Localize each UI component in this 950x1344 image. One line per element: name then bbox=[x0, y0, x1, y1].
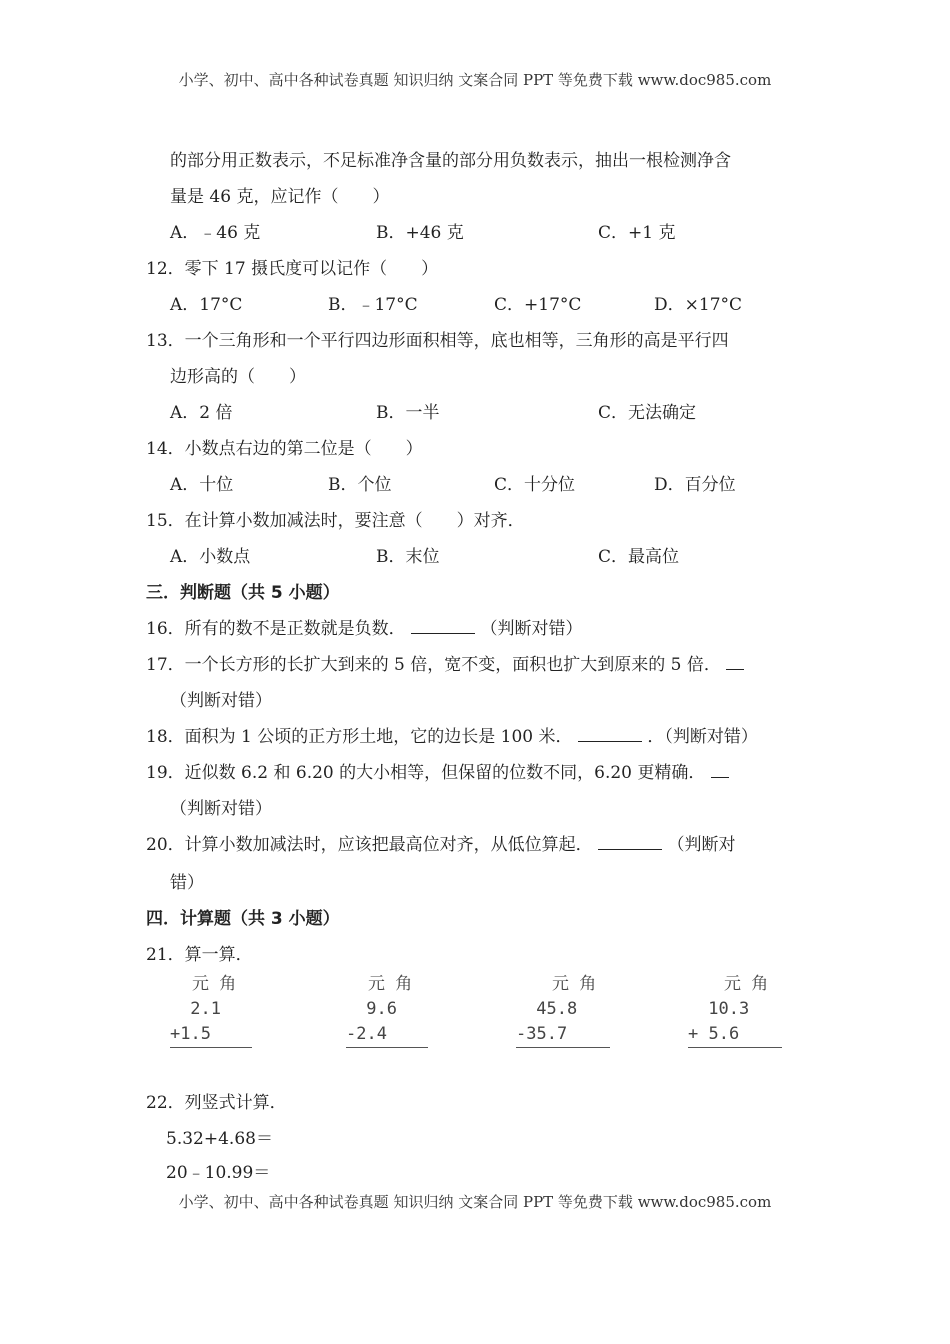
q12-option-a: A．17°C bbox=[170, 295, 243, 315]
q14-text: 14．小数点右边的第二位是（ ） bbox=[146, 439, 423, 459]
section-title-calculation: 四．计算题（共 3 小题） bbox=[146, 909, 340, 929]
q18-text: 18．面积为 1 公顷的正方形土地，它的边长是 100 米． bbox=[146, 727, 573, 747]
calc-bottom: + 5.6 bbox=[688, 1022, 782, 1048]
q15-text: 15．在计算小数加减法时，要注意（ ）对齐． bbox=[146, 511, 525, 531]
q17 bbox=[146, 650, 744, 675]
q11-option-a: A．﹣46 克 bbox=[170, 223, 261, 243]
q14-option-b: B．个位 bbox=[328, 475, 392, 495]
calc-top: 2.1 bbox=[180, 999, 221, 1019]
q14-option-d: D．百分位 bbox=[654, 475, 736, 495]
q19 bbox=[146, 758, 729, 783]
q12-option-c: C．+17°C bbox=[494, 295, 582, 315]
calc-header: 元 角 bbox=[368, 974, 413, 994]
vertical-calc-3 bbox=[516, 972, 610, 1048]
calc-header: 元 角 bbox=[192, 974, 237, 994]
q11-option-b: B．+46 克 bbox=[376, 223, 464, 243]
q16-suffix: （判断对错） bbox=[480, 619, 583, 639]
q20-text: 20．计算小数加减法时，应该把最高位对齐，从低位算起． bbox=[146, 835, 593, 855]
q16 bbox=[146, 614, 582, 639]
q20 bbox=[146, 830, 735, 855]
q15-option-b: B．末位 bbox=[376, 547, 440, 567]
q16-text: 16．所有的数不是正数就是负数． bbox=[146, 619, 406, 639]
q19-answer-blank[interactable] bbox=[711, 763, 729, 778]
calc-header: 元 角 bbox=[724, 974, 769, 994]
q11-line1: 的部分用正数表示，不足标准净含量的部分用负数表示，抽出一根检测净含 bbox=[170, 151, 731, 171]
section-title-judgment: 三．判断题（共 5 小题） bbox=[146, 583, 340, 603]
page-footer: 小学、初中、高中各种试卷真题 知识归纳 文案合同 PPT 等免费下载 www.doc985.com bbox=[178, 1193, 772, 1211]
q14-option-c: C．十分位 bbox=[494, 475, 576, 495]
vertical-calc-1 bbox=[170, 972, 252, 1048]
q18 bbox=[146, 722, 758, 747]
q17-answer-blank[interactable] bbox=[726, 655, 744, 670]
calc-bottom: +1.5 bbox=[170, 1022, 252, 1048]
calc-header: 元 角 bbox=[552, 974, 597, 994]
q20-suffix: （判断对 bbox=[667, 835, 736, 855]
calc-bottom: -2.4 bbox=[346, 1022, 428, 1048]
q16-answer-blank[interactable] bbox=[411, 619, 475, 634]
q22-text: 22．列竖式计算． bbox=[146, 1093, 287, 1113]
vertical-calc-2 bbox=[346, 972, 428, 1048]
q11-line2: 量是 46 克，应记作（ ） bbox=[170, 187, 390, 207]
q18-suffix: ．（判断对错） bbox=[647, 727, 758, 747]
q19-suffix: （判断对错） bbox=[170, 799, 272, 819]
calc-top: 9.6 bbox=[356, 999, 397, 1019]
q21-text: 21．算一算． bbox=[146, 945, 253, 965]
q12-option-b: B．﹣17°C bbox=[328, 295, 418, 315]
q22-item-2: 20﹣10.99＝ bbox=[166, 1163, 271, 1183]
q13-line2: 边形高的（ ） bbox=[170, 367, 306, 387]
q11-option-c: C．+1 克 bbox=[598, 223, 676, 243]
q20-suffix-line2: 错） bbox=[170, 873, 204, 893]
q13-option-c: C．无法确定 bbox=[598, 403, 697, 423]
q13-option-b: B．一半 bbox=[376, 403, 440, 423]
page-header: 小学、初中、高中各种试卷真题 知识归纳 文案合同 PPT 等免费下载 www.doc985.com bbox=[178, 71, 772, 89]
q20-answer-blank[interactable] bbox=[598, 835, 662, 850]
q22-item-1: 5.32+4.68＝ bbox=[166, 1129, 273, 1149]
q13-line1: 13．一个三角形和一个平行四边形面积相等，底也相等，三角形的高是平行四 bbox=[146, 331, 729, 351]
calc-top: 45.8 bbox=[526, 999, 578, 1019]
q19-text: 19．近似数 6.2 和 6.20 的大小相等，但保留的位数不同，6.20 更精确． bbox=[146, 763, 706, 783]
q15-option-a: A．小数点 bbox=[170, 547, 251, 567]
q12-option-d: D．×17°C bbox=[654, 295, 743, 315]
vertical-calc-4 bbox=[688, 972, 782, 1048]
q13-option-a: A．2 倍 bbox=[170, 403, 233, 423]
calc-top: 10.3 bbox=[698, 999, 750, 1019]
q17-text: 17．一个长方形的长扩大到来的 5 倍，宽不变，面积也扩大到原来的 5 倍． bbox=[146, 655, 721, 675]
q12-text: 12．零下 17 摄氏度可以记作（ ） bbox=[146, 259, 439, 279]
calc-bottom: -35.7 bbox=[516, 1022, 610, 1048]
q18-answer-blank[interactable] bbox=[578, 727, 642, 742]
q14-option-a: A．十位 bbox=[170, 475, 234, 495]
q15-option-c: C．最高位 bbox=[598, 547, 680, 567]
q17-suffix: （判断对错） bbox=[170, 691, 272, 711]
